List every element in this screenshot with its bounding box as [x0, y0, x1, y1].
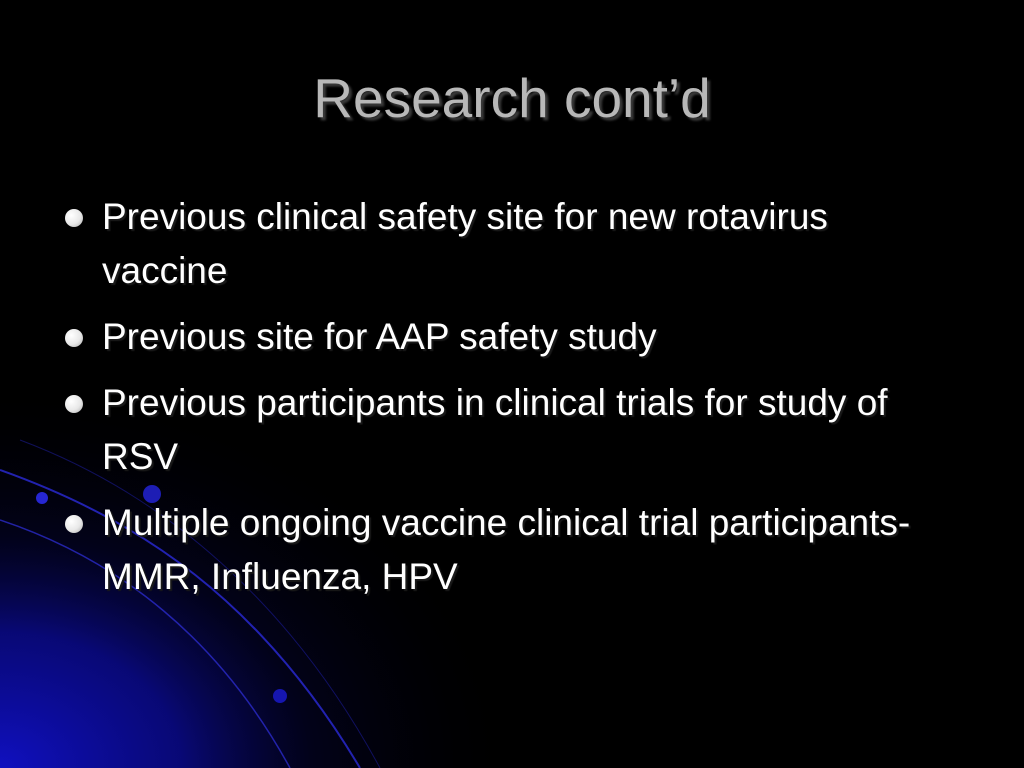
bullet-text: Previous site for AAP safety study: [102, 316, 657, 357]
bullet-list: [60, 190, 940, 616]
bullet-dot-icon: [65, 209, 83, 227]
bullet-item: [60, 310, 940, 364]
bullet-text: Previous participants in clinical trials for study of RSV: [102, 382, 888, 477]
bullet-text: Multiple ongoing vaccine clinical trial participants- MMR, Influenza, HPV: [102, 502, 911, 597]
bullet-dot-icon: [65, 395, 83, 413]
bullet-dot-icon: [65, 515, 83, 533]
bullet-item: [60, 376, 940, 484]
bullet-item: [60, 190, 940, 298]
bullet-text: Previous clinical safety site for new rotavirus vaccine: [102, 196, 828, 291]
bullet-dot-icon: [65, 329, 83, 347]
bullet-item: [60, 496, 940, 604]
slide-title: Research cont’d: [313, 67, 711, 129]
